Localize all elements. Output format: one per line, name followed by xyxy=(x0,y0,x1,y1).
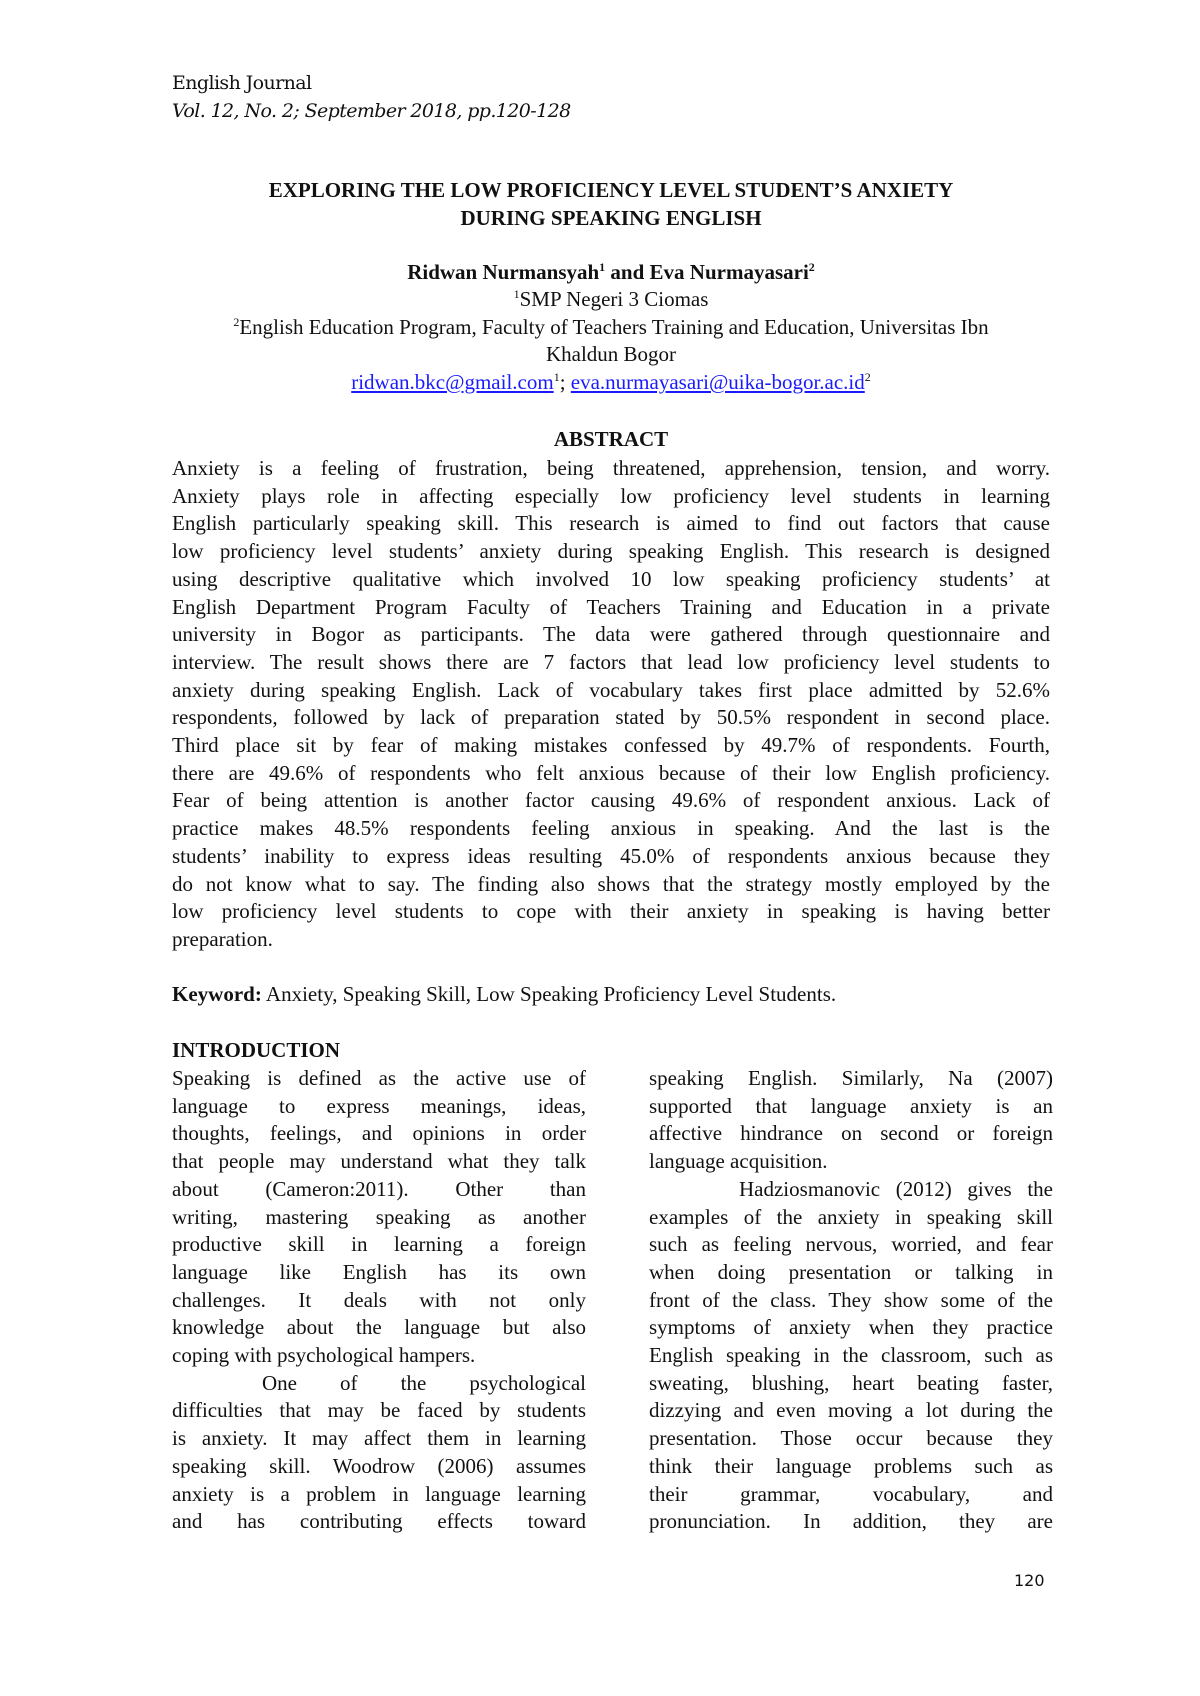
email-separator: ; xyxy=(559,370,571,394)
authors-and: and xyxy=(605,260,650,284)
affiliation-1-text: SMP Negeri 3 Ciomas xyxy=(519,287,709,311)
affiliation-2-sup: 2 xyxy=(233,315,240,329)
text-line: language like English has its own xyxy=(172,1259,586,1284)
text-line: speaking skill. Woodrow (2006) assumes xyxy=(172,1453,586,1478)
text-line: symptoms of anxiety when they practice xyxy=(649,1315,1053,1340)
text-line: Fear of being attention is another factor causing 49.6% of respondent anxious. Lack of xyxy=(172,788,1050,813)
paper-title-line-2: DURING SPEAKING ENGLISH xyxy=(460,206,762,230)
text-line: students’ inability to express ideas resulting 45.0% of respondents anxious because they xyxy=(172,843,1050,868)
text-line: pronunciation. In addition, they are xyxy=(649,1509,1053,1534)
text-line: anxiety during speaking English. Lack of vocabulary takes first place admitted by 52.6% xyxy=(172,677,1050,702)
text-line: Anxiety is a feeling of frustration, being threatened, apprehension, tension, and worry. xyxy=(172,456,1050,480)
text-line: productive skill in learning a foreign xyxy=(172,1232,586,1257)
author-1-sup: 1 xyxy=(599,260,606,274)
text-line: interview. The result shows there are 7 factors that lead low proficiency level students to xyxy=(172,649,1050,674)
abstract-heading: ABSTRACT xyxy=(553,427,669,451)
text-line: presentation. Those occur because they xyxy=(649,1426,1053,1451)
text-line: practice makes 48.5% respondents feeling anxious in speaking. And the last is the xyxy=(172,816,1050,841)
text-line: dizzying and even moving a lot during the xyxy=(649,1398,1053,1423)
text-line: speaking English. Similarly, Na (2007) xyxy=(649,1066,1053,1090)
text-line: there are 49.6% of respondents who felt anxious because of their low English proficiency. xyxy=(172,760,1050,785)
affiliation-1-sup: 1 xyxy=(513,287,520,301)
author-2: Eva Nurmayasari xyxy=(649,260,809,284)
text-line: low proficiency level students’ anxiety during speaking English. This research is designed xyxy=(172,539,1050,564)
text-line: Speaking is defined as the active use of xyxy=(172,1066,586,1090)
text-line: Hadziosmanovic (2012) gives the xyxy=(739,1176,1053,1201)
email-link-2[interactable]: eva.nurmayasari@uika-bogor.ac.id xyxy=(570,370,865,394)
text-line: their grammar, vocabulary, and xyxy=(649,1481,1053,1506)
text-line: front of the class. They show some of the xyxy=(649,1287,1053,1312)
text-line: when doing presentation or talking in xyxy=(649,1259,1053,1284)
text-line: coping with psychological hampers. xyxy=(172,1343,476,1367)
text-line: affective hindrance on second or foreign xyxy=(649,1121,1053,1146)
affiliation-2-line-2: Khaldun Bogor xyxy=(545,342,677,366)
text-line: university in Bogor as participants. The data were gathered through questionnaire and xyxy=(172,622,1050,647)
keywords-label: Keyword: xyxy=(172,982,262,1006)
text-line: language to express meanings, ideas, xyxy=(172,1093,586,1118)
text-line: English particularly speaking skill. This research is aimed to find out factors that cause xyxy=(172,511,1050,536)
text-line: using descriptive qualitative which involved 10 low speaking proficiency students’ at xyxy=(172,566,1050,591)
text-line: examples of the anxiety in speaking skill xyxy=(649,1204,1053,1229)
email-1-sup: 1 xyxy=(553,370,560,384)
text-line: about (Cameron:2011). Other than xyxy=(172,1176,586,1201)
text-line: anxiety is a problem in language learning xyxy=(172,1481,586,1506)
text-line: low proficiency level students to cope with their anxiety in speaking is having better xyxy=(172,899,1050,924)
text-line: is anxiety. It may affect them in learning xyxy=(172,1426,586,1451)
text-line: such as feeling nervous, worried, and fear xyxy=(649,1232,1053,1257)
keywords-text: Anxiety, Speaking Skill, Low Speaking Proficiency Level Students. xyxy=(261,982,837,1006)
text-line: challenges. It deals with not only xyxy=(172,1287,586,1312)
text-line: knowledge about the language but also xyxy=(172,1315,586,1340)
introduction-heading: INTRODUCTION xyxy=(172,1038,341,1062)
text-line: Anxiety plays role in affecting especially low proficiency level students in learning xyxy=(172,483,1050,508)
author-1: Ridwan Nurmansyah xyxy=(407,260,600,284)
email-2-sup: 2 xyxy=(864,370,871,384)
text-line: thoughts, feelings, and opinions in order xyxy=(172,1121,586,1146)
affiliation-2-text: English Education Program, Faculty of Teachers Training and Education, Universitas Ibn xyxy=(239,315,989,339)
text-line: difficulties that may be faced by students xyxy=(172,1398,586,1423)
text-line: English speaking in the classroom, such as xyxy=(649,1343,1053,1367)
text-line: Third place sit by fear of making mistakes confessed by 49.7% of respondents. Fourth, xyxy=(172,733,1050,757)
email-link-1[interactable]: ridwan.bkc@gmail.com xyxy=(351,370,554,394)
text-line: preparation. xyxy=(172,926,273,951)
text-line: One of the psychological xyxy=(262,1370,586,1395)
text-line: do not know what to say. The finding also shows that the strategy mostly employed by the xyxy=(172,871,1050,896)
text-line: that people may understand what they talk xyxy=(172,1149,586,1174)
text-line: English Department Program Faculty of Teachers Training and Education in a private xyxy=(172,594,1050,619)
emails xyxy=(172,370,1050,395)
text-line: respondents, followed by lack of preparation stated by 50.5% respondent in second place. xyxy=(172,705,1050,730)
text-line: and has contributing effects toward xyxy=(172,1509,586,1534)
journal-name: English Journal xyxy=(172,72,312,94)
text-line: sweating, blushing, heart beating faster, xyxy=(649,1370,1053,1395)
authors xyxy=(172,260,1050,285)
text-line: think their language problems such as xyxy=(649,1453,1053,1478)
text-line: language acquisition. xyxy=(649,1149,828,1174)
text-line: supported that language anxiety is an xyxy=(649,1093,1053,1118)
journal-issue: Vol. 12, No. 2; September 2018, pp.120-128 xyxy=(172,100,571,122)
page-number: 120 xyxy=(1014,1571,1045,1590)
keywords xyxy=(172,982,836,1007)
paper-title-line-1: EXPLORING THE LOW PROFICIENCY LEVEL STUDENT’S ANXIETY xyxy=(268,178,954,202)
author-2-sup: 2 xyxy=(808,260,815,274)
text-line: writing, mastering speaking as another xyxy=(172,1204,586,1229)
affiliation-1 xyxy=(172,287,1050,312)
affiliation-2 xyxy=(172,315,1050,340)
